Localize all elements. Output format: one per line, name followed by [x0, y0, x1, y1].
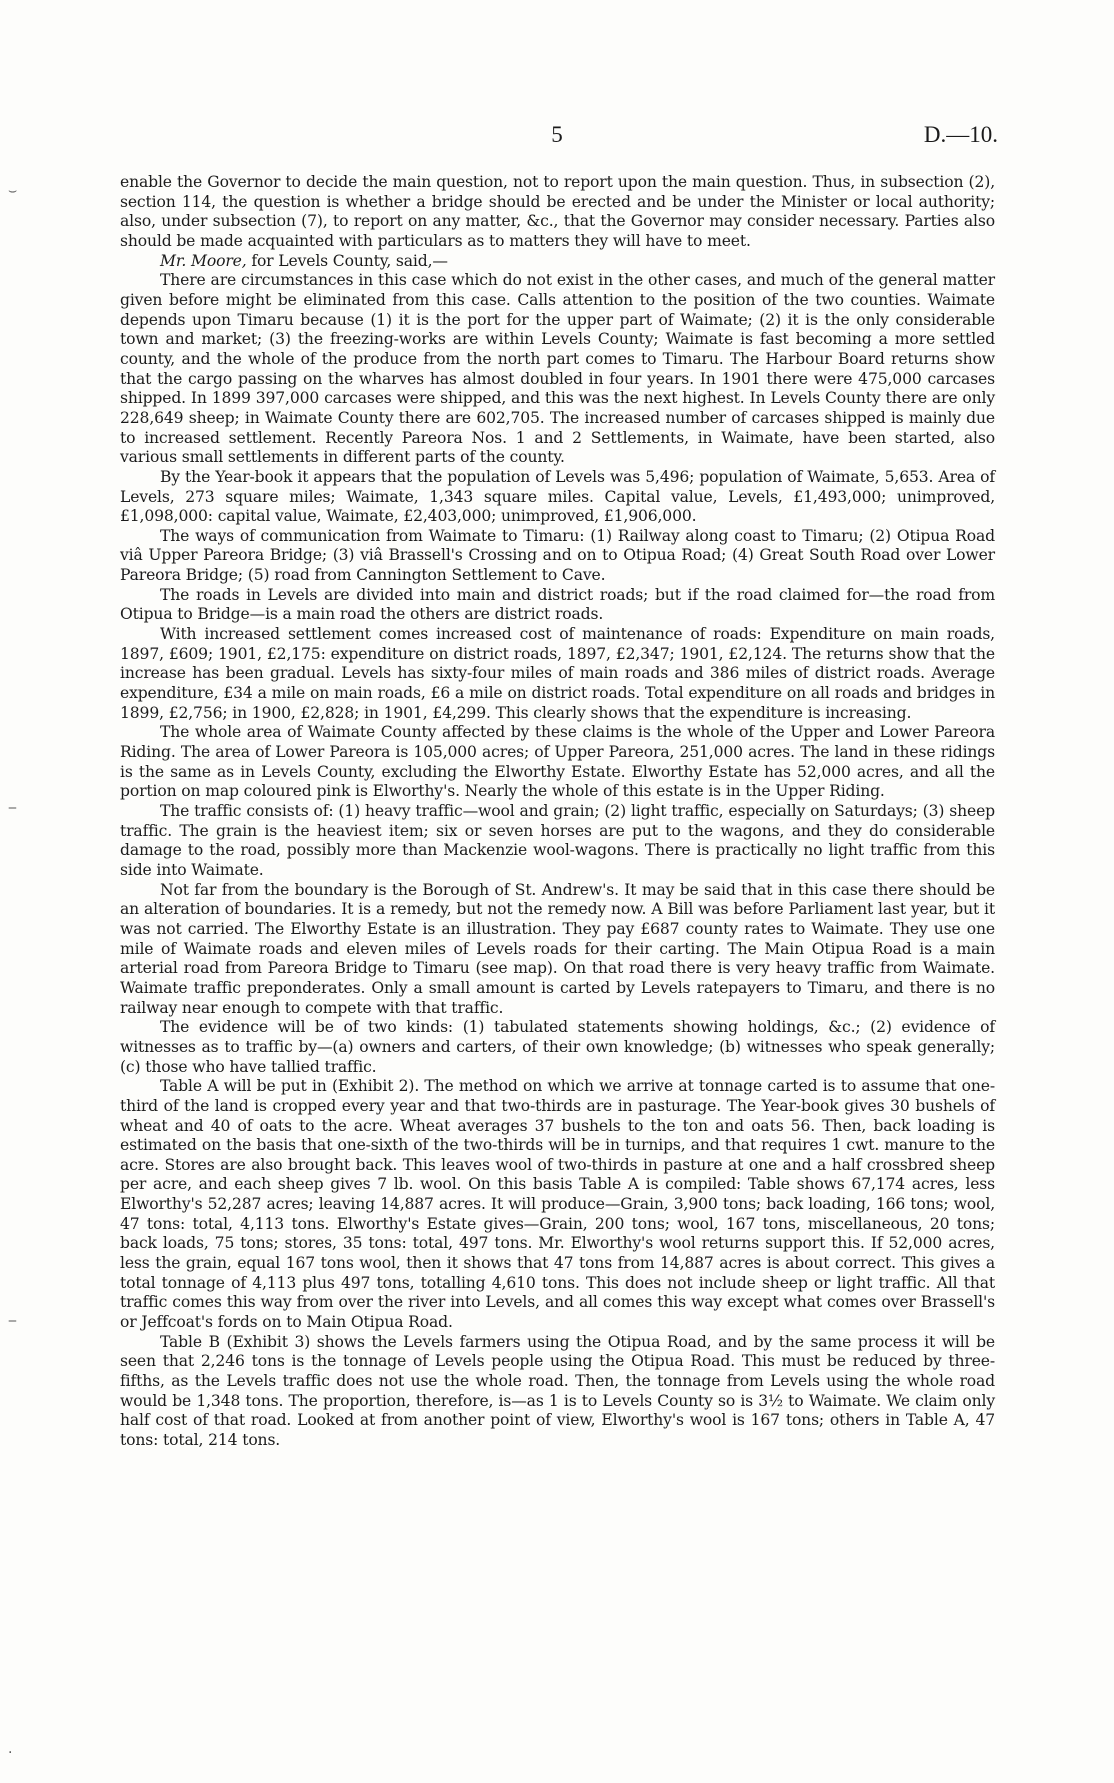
page-number: 5	[551, 122, 563, 147]
paragraph: Table B (Exhibit 3) shows the Levels farmers using the Otipua Road, and by the same process it will be seen that 2,246 tons is the tonnage of Levels people using the Otipua Road. This must be reduced by three-fifths, as the Levels traffic does not use the whole road. Then, the tonnage from Levels using the whole road would be 1,348 tons. The proportion, therefore, is—as 1 is to Levels County so is 3½ to Waimate. We claim only half cost of that road. Looked at from another point of view, Elworthy's wool is 167 tons; others in Table A, 47 tons: total, 214 tons.	[120, 1332, 995, 1449]
paragraph: The evidence will be of two kinds: (1) tabulated statements showing holdings, &c.; (2) evidence of witnesses as to traffic by—(a) owners and carters, of their own knowledge; (b) witnesses who speak generally; (c) those who have tallied traffic.	[120, 1018, 995, 1076]
paragraph: There are circumstances in this case which do not exist in the other cases, and much of the general matter given before might be eliminated from this case. Calls attention to the position of the two counties. Waimate depends upon Timaru because (1) it is the port for the upper part of Waimate; (2) it is the only considerable town and market; (3) the freezing-works are within Levels County; Waimate is fast becoming a more settled county, and the whole of the produce from the north part comes to Timaru. The Harbour Board returns show that the cargo passing on the wharves has almost doubled in four years. In 1901 there were 475,000 carcases shipped. In 1899 397,000 carcases were shipped, and this was the next highest. In Levels County there are only 228,649 sheep; in Waimate County there are 602,705. The increased number of carcases shipped is mainly due to increased settlement. Recently Pareora Nos. 1 and 2 Settlements, in Waimate, have been started, also various small settlements in different parts of the county.	[120, 271, 995, 467]
paragraph: The whole area of Waimate County affected by these claims is the whole of the Upper and Lower Pareora Riding. The area of Lower Pareora is 105,000 acres; of Upper Pareora, 251,000 acres. The land in these ridings is the same as in Levels County, excluding the Elworthy Estate. Elworthy Estate has 52,000 acres, and all the portion on map coloured pink is Elworthy's. Nearly the whole of this estate is in the Upper Riding.	[120, 723, 995, 801]
document-reference: D.—10.	[923, 122, 998, 147]
paragraph: enable the Governor to decide the main question, not to report upon the main question. Thus, in subsection (2), section 114, the question is whether a bridge should be erected and be under the Minister or local authority; also, under subsection (7), to report on any matter, &c., that the Governor may consider necessary. Parties also should be made acquainted with particulars as to matters they will have to meet.	[120, 173, 995, 250]
paragraph: Not far from the boundary is the Borough of St. Andrew's. It may be said that in this case there should be an alteration of boundaries. It is a remedy, but not the remedy now. A Bill was before Parliament last year, but it was not carried. The Elworthy Estate is an illustration. They pay £687 county rates to Waimate. They use one mile of Waimate roads and eleven miles of Levels roads for their carting. The Main Otipua Road is a main arterial road from Pareora Bridge to Timaru (see map). On that road there is very heavy traffic from Waimate. Waimate traffic preponderates. Only a small amount is carted by Levels ratepayers to Timaru, and there is no railway near enough to compete with that traffic.	[120, 880, 995, 1017]
margin-mark: ‒	[8, 800, 17, 816]
margin-mark: ⌣	[8, 183, 18, 199]
speaker-line	[120, 252, 995, 272]
body-text	[120, 173, 995, 1451]
paragraph: The traffic consists of: (1) heavy traffic—wool and grain; (2) light traffic, especially on Saturdays; (3) sheep traffic. The grain is the heaviest item; six or seven horses are put to the wagons, and they do considerable damage to the road, possibly more than Mackenzie wool-wagons. There is practically no light traffic from this side into Waimate.	[120, 802, 995, 879]
paragraph: The ways of communication from Waimate to Timaru: (1) Railway along coast to Timaru; (2) Otipua Road viâ Upper Pareora Bridge; (3) viâ Brassell's Crossing and on to Otipua Road; (4) Great South Road over Lower Pareora Bridge; (5) road from Cannington Settlement to Cave.	[120, 526, 995, 585]
paragraph: Table A will be put in (Exhibit 2). The method on which we arrive at tonnage carted is to assume that one-third of the land is cropped every year and that two-thirds are in pasturage. The Year-book gives 30 bushels of wheat and 40 of oats to the acre. Wheat averages 37 bushels to the ton and oats 56. Then, back loading is estimated on the basis that one-sixth of the two-thirds will be in turnips, and that requires 1 cwt. manure to the acre. Stores are also brought back. This leaves wool of two-thirds in pasture at one and a half crossbred sheep per acre, and each sheep gives 7 lb. wool. On this basis Table A is compiled: Table shows 67,174 acres, less Elworthy's 52,287 acres; leaving 14,887 acres. It will produce—Grain, 3,900 tons; back loading, 166 tons; wool, 47 tons: total, 4,113 tons. Elworthy's Estate gives—Grain, 200 tons; wool, 167 tons, miscellaneous, 20 tons; back loads, 75 tons; stores, 35 tons: total, 497 tons. Mr. Elworthy's wool returns support this. If 52,000 acres, less the grain, equal 167 tons wool, then it shows that 47 tons from 14,887 acres is about correct. This gives a total tonnage of 4,113 plus 497 tons, totalling 4,610 tons. This does not include sheep or light traffic. All that traffic comes this way from over the river into Levels, and all comes this way except what comes over Brassell's or Jeffcoat's fords on to Main Otipua Road.	[120, 1077, 995, 1332]
speaker-name: Mr. Moore,	[160, 251, 247, 270]
margin-mark: ‒	[8, 1313, 17, 1329]
margin-mark: ·	[8, 1745, 13, 1761]
paragraph: The roads in Levels are divided into main and district roads; but if the road claimed for—the road from Otipua to Bridge—is a main road the others are district roads.	[120, 585, 995, 624]
paragraph: By the Year-book it appears that the population of Levels was 5,496; population of Waimate, 5,653. Area of Levels, 273 square miles; Waimate, 1,343 square miles. Capital value, Levels, £1,493,000; unimproved, £1,098,000: capital value, Waimate, £2,403,000; unimproved, £1,906,000.	[120, 467, 995, 526]
speaker-attribution: for Levels County, said,—	[246, 251, 448, 270]
paragraph: With increased settlement comes increased cost of maintenance of roads: Expenditure on main roads, 1897, £609; 1901, £2,175: expenditure on district roads, 1897, £2,347; 1901, £2,124. The returns show that the increase has been gradual. Levels has sixty-four miles of main roads and 386 miles of district roads. Average expenditure, £34 a mile on main roads, £6 a mile on district roads. Total expenditure on all roads and bridges in 1899, £2,756; in 1900, £2,828; in 1901, £4,299. This clearly shows that the expenditure is increasing.	[120, 625, 995, 722]
